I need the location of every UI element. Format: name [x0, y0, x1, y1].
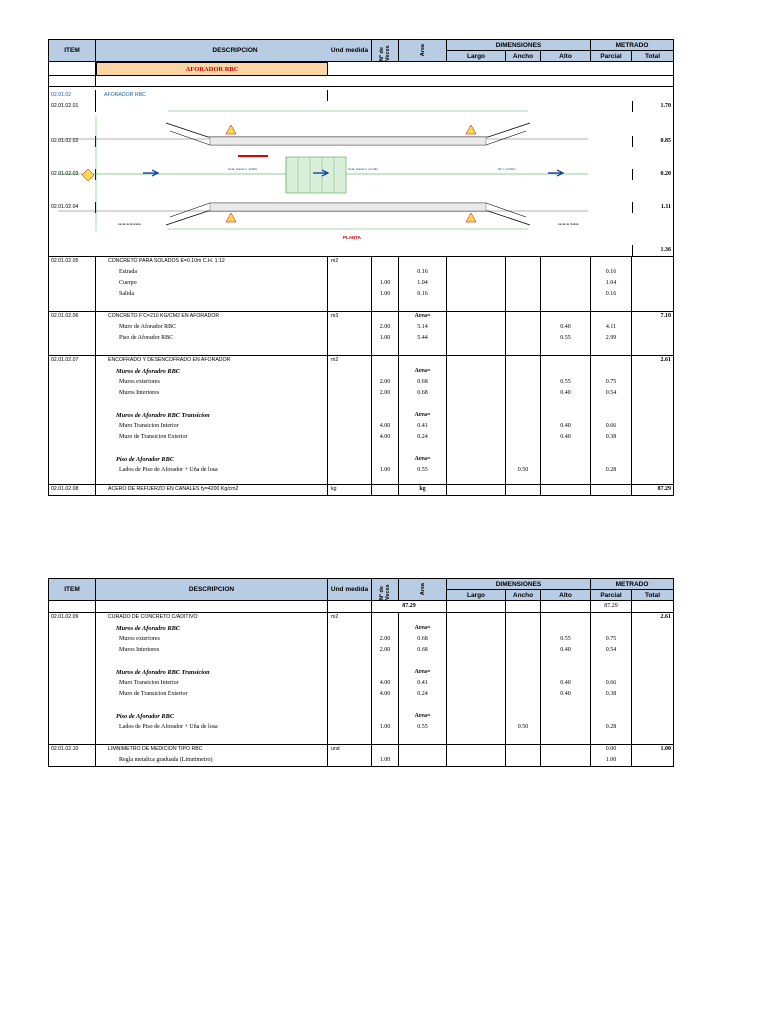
veces-value: 2.00 [372, 322, 399, 333]
parcial-value: 4.11 [591, 322, 632, 333]
veces-value: 2.00 [372, 388, 399, 399]
area-label: Area= [399, 410, 447, 421]
item-code: 02.01.02.01 [49, 101, 96, 112]
group-row [49, 410, 673, 421]
ancho-value: 0.50 [506, 465, 541, 476]
header-veces-text: Nº de Veces [379, 45, 391, 61]
group-row [49, 454, 673, 465]
veces-value: 1.00 [372, 755, 399, 766]
area-value: 0.68 [399, 645, 447, 656]
header-area-text: Area [419, 44, 426, 57]
veces-value: 2.00 [372, 634, 399, 645]
area-value: 0.55 [399, 722, 447, 733]
right-note: canal de Salida [558, 222, 579, 226]
parcial-value: 87.29 [591, 601, 632, 612]
header-descripcion: DESCRIPCION [96, 579, 328, 601]
aforador-plan-drawing [48, 101, 592, 246]
area-value: 0.16 [399, 267, 447, 278]
item-code: 02.01.02.10 [49, 744, 96, 755]
group-row [49, 623, 673, 634]
alto-value: 0.40 [541, 678, 591, 689]
parcial-value: 1.00 [591, 755, 632, 766]
item-row [49, 612, 673, 623]
item-code: 02.01.02.09 [49, 612, 96, 623]
sub-row [49, 267, 673, 278]
sub-row [49, 377, 673, 388]
group-title: Muros de Aforadro RBC Transicion [96, 410, 328, 421]
group-row [49, 667, 673, 678]
sub-row [49, 634, 673, 645]
sub-row [49, 289, 673, 300]
veces-value: 4.00 [372, 432, 399, 443]
area-value: 0.68 [399, 377, 447, 388]
section-label: AFORADOR RBC [96, 90, 328, 101]
area-value: 0.41 [399, 421, 447, 432]
alto-value: 0.40 [541, 645, 591, 656]
veces-value: 1.00 [372, 333, 399, 344]
item-code: 02.01.02.06 [49, 311, 96, 322]
sub-description: Muro de Transicion Exterior [96, 689, 328, 700]
area-label: Area= [399, 311, 447, 322]
item-row [49, 311, 673, 322]
alto-value: 0.55 [541, 333, 591, 344]
total-value: 0.85 [632, 136, 673, 147]
header-dimensiones: DIMENSIONES [447, 579, 591, 590]
item-description: CURADO DE CONCRETO C/ADITIVO [96, 612, 328, 623]
area-value: 5.14 [399, 322, 447, 333]
veces-value: 1.00 [372, 278, 399, 289]
veces-value: 2.00 [372, 377, 399, 388]
item-code: 02.01.02.07 [49, 355, 96, 366]
section-code: 02.01.02 [49, 90, 96, 101]
header-und: Und medida [328, 40, 372, 62]
parcial-value: 0.75 [591, 377, 632, 388]
area-label: Area= [399, 623, 447, 634]
item-unit: m3 [328, 311, 372, 322]
group-title: Piso de Aforador RBC [96, 711, 328, 722]
sub-description: Muro Transicion Interior [96, 421, 328, 432]
item-code: 02.01.02.08 [49, 484, 96, 495]
group-row [49, 711, 673, 722]
area-label: kg [399, 484, 447, 495]
metrado-sheet-2 [48, 578, 674, 767]
parcial-value: 0.54 [591, 388, 632, 399]
parcial-value: 0.00 [591, 744, 632, 755]
parcial-value: 0.16 [591, 289, 632, 300]
total-value: 1.00 [660, 746, 671, 752]
table-header [49, 40, 673, 62]
sub-row [49, 755, 673, 766]
header-area [399, 579, 447, 601]
parcial-value: 0.38 [591, 689, 632, 700]
header-metrado: METRADO [591, 579, 673, 590]
area-value: 0.68 [399, 388, 447, 399]
veces-value: 4.00 [372, 678, 399, 689]
item-unit: kg [328, 484, 372, 495]
item-unit: m2 [328, 612, 372, 623]
total-value: 2.61 [660, 614, 671, 620]
item-description: CONCRETO F'C=210 KG/CM2 EN AFORADOR [96, 311, 328, 322]
alto-value: 0.40 [541, 689, 591, 700]
area-value: 1.04 [399, 278, 447, 289]
header-und: Und medida [328, 579, 372, 601]
item-code: 02.01.02.03 [49, 169, 96, 180]
area-value: 0.55 [399, 465, 447, 476]
carry-row [49, 601, 673, 612]
sub-description: Lados de Piso de Aforador + Uña de losa [96, 465, 328, 476]
header-veces-text: Nº de Veces [379, 584, 391, 600]
group-title: Muros de Aforadro RBC [96, 366, 328, 377]
sub-description: Estrada [96, 267, 328, 278]
sub-description: Muros Interiores [96, 645, 328, 656]
veces-value: 1.00 [372, 722, 399, 733]
header-metrado: METRADO [591, 40, 673, 51]
header-alto: Alto [541, 51, 591, 62]
header-item: ITEM [49, 40, 96, 62]
item-description: LIMNIMETRO DE MEDICION TIPO RBC [96, 744, 328, 755]
parcial-value: 0.75 [591, 634, 632, 645]
header-largo: Largo [447, 51, 506, 62]
sub-row [49, 678, 673, 689]
sub-row [49, 388, 673, 399]
header-area [399, 40, 447, 62]
header-total: Total [632, 51, 673, 62]
sub-row [49, 689, 673, 700]
total-value: 0.20 [632, 169, 673, 180]
parcial-value: 0.28 [591, 722, 632, 733]
sub-description: Piso de Aforador RBC [96, 333, 328, 344]
veces-value: 1.00 [372, 289, 399, 300]
total-value: 2.61 [660, 357, 671, 363]
group-row [49, 366, 673, 377]
total-value: 1.36 [632, 245, 673, 256]
table-header [49, 579, 673, 601]
total-value: 1.70 [632, 101, 673, 112]
parcial-value: 0.28 [591, 465, 632, 476]
alto-value: 0.40 [541, 421, 591, 432]
sub-row [49, 432, 673, 443]
parcial-value: 2.99 [591, 333, 632, 344]
section-title: AFORADOR RBC [96, 62, 328, 76]
parcial-value: 0.16 [591, 267, 632, 278]
item-unit: m2 [328, 256, 372, 267]
item-description: ENCOFRADO Y DESENCOFRADO EN AFORADOR [96, 355, 328, 366]
total-value: 1.11 [632, 202, 673, 213]
header-parcial: Parcial [591, 51, 632, 62]
item-code: 02.01.02.04 [49, 202, 96, 213]
alto-value: 0.55 [541, 377, 591, 388]
ancho-value: 0.50 [506, 722, 541, 733]
veces-value [372, 267, 399, 278]
group-title: Muros de Aforadro RBC [96, 623, 328, 634]
parcial-value: 0.38 [591, 432, 632, 443]
parcial-value: 1.04 [591, 278, 632, 289]
item-row [49, 355, 673, 366]
area-value: 0.68 [399, 634, 447, 645]
header-alto: Alto [541, 590, 591, 601]
left-note: canal de Entrada [118, 222, 141, 226]
drawing-row [49, 245, 673, 256]
parcial-value: 0.54 [591, 645, 632, 656]
item-code: 02.01.02.05 [49, 256, 96, 267]
label-t3: CF = +0.00m [498, 167, 516, 171]
header-ancho: Ancho [506, 51, 541, 62]
sub-description: Muro de Transicion Exterior [96, 432, 328, 443]
veces-value: 4.00 [372, 689, 399, 700]
parcial-value: 0.66 [591, 678, 632, 689]
sub-description: Muro Transicion Interior [96, 678, 328, 689]
item-unit: m2 [328, 355, 372, 366]
header-area-text: Area [419, 583, 426, 596]
sub-row [49, 722, 673, 733]
plan-svg [48, 101, 592, 246]
item-row [49, 484, 673, 495]
sub-description: Muros Interiores [96, 388, 328, 399]
label-t2: Cota. Fondo = +0.10m [348, 167, 379, 171]
area-value: 0.24 [399, 432, 447, 443]
carry-value: 87.29 [372, 601, 447, 612]
section-row [49, 90, 673, 101]
label-t1: Cota. Fondo = -0.00m [228, 167, 258, 171]
header-descripcion: DESCRIPCION [96, 40, 375, 62]
total-value: 7.10 [660, 313, 671, 319]
header-total: Total [632, 590, 673, 601]
item-unit: und [328, 744, 372, 755]
group-title: Muros de Aforadro RBC Transicion [96, 667, 328, 678]
area-label: Area= [399, 366, 447, 377]
alto-value: 0.40 [541, 322, 591, 333]
alto-value: 0.55 [541, 634, 591, 645]
header-ancho: Ancho [506, 590, 541, 601]
area-label: Area= [399, 667, 447, 678]
sub-description: Muros exteriores [96, 377, 328, 388]
area-label: Area= [399, 711, 447, 722]
veces-value: 4.00 [372, 421, 399, 432]
item-row [49, 256, 673, 267]
sub-description: Regla metalica graduada (Limnimetro) [96, 755, 328, 766]
area-label: Area= [399, 454, 447, 465]
parcial-value: 0.66 [591, 421, 632, 432]
sub-row [49, 322, 673, 333]
area-value: 0.41 [399, 678, 447, 689]
sub-description: Salida [96, 289, 328, 300]
veces-value: 2.00 [372, 645, 399, 656]
header-veces [372, 579, 399, 601]
sub-description: Lados de Piso de Aforador + Uña de losa [96, 722, 328, 733]
sub-description: Cuerpo [96, 278, 328, 289]
veces-value: 1.00 [372, 465, 399, 476]
header-largo: Largo [447, 590, 506, 601]
plan-title: PLANTA [343, 235, 361, 240]
item-code: 02.01.02.02 [49, 136, 96, 147]
group-title: Piso de Aforador RBC [96, 454, 328, 465]
sub-row [49, 333, 673, 344]
sub-row [49, 465, 673, 476]
header-veces [372, 40, 399, 62]
sub-description: Muro de Aforador RBC [96, 322, 328, 333]
alto-value: 0.40 [541, 432, 591, 443]
total-value: 87.29 [657, 486, 671, 492]
sub-row [49, 645, 673, 656]
area-value: 5.44 [399, 333, 447, 344]
sub-description: Muros exteriores [96, 634, 328, 645]
title-row [49, 62, 673, 76]
area-value: 0.16 [399, 289, 447, 300]
header-item: ITEM [49, 579, 96, 601]
area-value: 0.24 [399, 689, 447, 700]
alto-value: 0.40 [541, 388, 591, 399]
header-parcial: Parcial [591, 590, 632, 601]
sub-row [49, 421, 673, 432]
sub-row [49, 278, 673, 289]
header-dimensiones: DIMENSIONES [447, 40, 591, 51]
item-description: CONCRETO PARA SOLADOS E=0.10m C.H. 1:12 [96, 256, 328, 267]
item-description: ACERO DE REFUERZO EN CANALES fy=4200 Kg/cm2 [96, 484, 328, 495]
item-row [49, 744, 673, 755]
